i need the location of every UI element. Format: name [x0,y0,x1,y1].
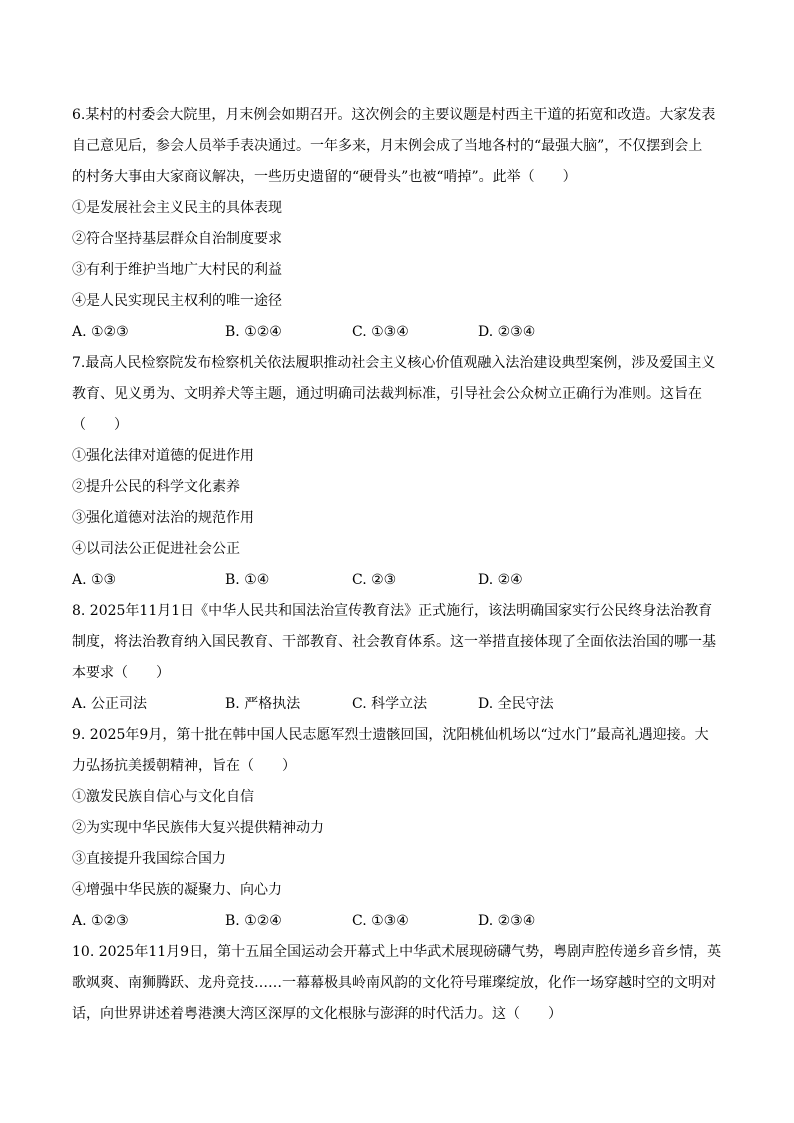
question-6-item-4: ④是人民实现民主权利的唯一途径 [72,293,282,309]
question-6-option-c[interactable]: C. ①③④ [352,324,409,340]
question-7-option-c[interactable]: C. ②③ [352,572,397,588]
question-7-options [72,565,724,596]
question-8-option-d[interactable]: D. 全民守法 [478,696,554,712]
question-6-options [72,317,724,348]
question-6-option-a[interactable]: A. ①②③ [72,324,129,340]
question-7-stem-line-1: 7.最高人民检察院发布检察机关依法履职推动社会主义核心价值观融入法治建设典型案例，涉及爱国主义 [72,355,716,371]
question-8-option-a[interactable]: A. 公正司法 [72,696,148,712]
question-9-stem-line-1: 9. 2025年9月，第十批在韩中国人民志愿军烈士遗骸回国，沈阳桃仙机场以“过水门”最高礼遇迎接。大 [72,727,709,743]
question-10 [72,937,724,1030]
question-9-stem-line-2: 力弘扬抗美援朝精神，旨在（ ） [72,758,296,774]
question-7-item-2: ②提升公民的科学文化素养 [72,479,240,495]
question-7-item-4: ④以司法公正促进社会公正 [72,541,240,557]
question-6-option-b[interactable]: B. ①②④ [225,324,282,340]
question-9-option-c[interactable]: C. ①③④ [352,913,409,929]
question-7-option-b[interactable]: B. ①④ [225,572,270,588]
question-6-item-3: ③有利于维护当地广大村民的利益 [72,262,282,278]
question-9-item-3: ③直接提升我国综合国力 [72,851,226,867]
question-7-item-3: ③强化道德对法治的规范作用 [72,510,254,526]
question-7 [72,348,724,596]
question-9-item-4: ④增强中华民族的凝聚力、向心力 [72,882,282,898]
question-6-option-d[interactable]: D. ②③④ [478,324,536,340]
question-8-stem-line-3: 本要求（ ） [72,665,170,681]
question-7-item-1: ①强化法律对道德的促进作用 [72,448,254,464]
question-7-stem-line-2: 教育、见义勇为、文明养犬等主题，通过明确司法裁判标准，引导社会公众树立正确行为准则。这旨在 [72,386,702,402]
question-8-option-c[interactable]: C. 科学立法 [352,696,428,712]
question-10-stem-line-3: 话，向世界讲述着粤港澳大湾区深厚的文化根脉与澎湃的时代活力。这（ ） [72,1006,562,1022]
question-9-option-d[interactable]: D. ②③④ [478,913,536,929]
exam-page [72,100,724,1030]
question-8-stem-line-1: 8. 2025年11月1日《中华人民共和国法治宣传教育法》正式施行，该法明确国家实行公民终身法治教育 [72,603,713,619]
question-7-option-a[interactable]: A. ①③ [72,572,117,588]
question-10-stem-line-1: 10. 2025年11月9日，第十五届全国运动会开幕式上中华武术展现磅礴气势，粤剧声腔传递乡音乡情，英 [72,944,722,960]
question-10-stem-line-2: 歌飒爽、南狮腾跃、龙舟竞技……一幕幕极具岭南风韵的文化符号璀璨绽放，化作一场穿越时空的文明对 [72,975,716,991]
question-9-item-2: ②为实现中华民族伟大复兴提供精神动力 [72,820,324,836]
question-7-option-d[interactable]: D. ②④ [478,572,523,588]
question-6 [72,100,724,348]
question-6-item-1: ①是发展社会主义民主的具体表现 [72,200,282,216]
question-8-option-b[interactable]: B. 严格执法 [225,696,301,712]
question-8-stem-line-2: 制度，将法治教育纳入国民教育、干部教育、社会教育体系。这一举措直接体现了全面依法治国的哪一基 [72,634,716,650]
question-6-stem-line-2: 自己意见后，参会人员举手表决通过。一年多来，月末例会成了当地各村的“最强大脑”，不仅摆到会上 [72,138,703,154]
question-9-options [72,906,724,937]
question-7-stem-line-3: （ ） [72,417,128,433]
question-8 [72,596,724,720]
question-8-options [72,689,724,720]
question-9-option-b[interactable]: B. ①②④ [225,913,282,929]
question-6-stem-line-3: 的村务大事由大家商议解决，一些历史遗留的“硬骨头”也被“啃掉”。此举（ ） [72,169,577,185]
question-6-stem-line-1: 6.某村的村委会大院里，月末例会如期召开。这次例会的主要议题是村西主干道的拓宽和改造。大家发表 [72,107,716,123]
question-6-item-2: ②符合坚持基层群众自治制度要求 [72,231,282,247]
question-9-option-a[interactable]: A. ①②③ [72,913,129,929]
question-9-item-1: ①激发民族自信心与文化自信 [72,789,254,805]
question-9 [72,720,724,937]
